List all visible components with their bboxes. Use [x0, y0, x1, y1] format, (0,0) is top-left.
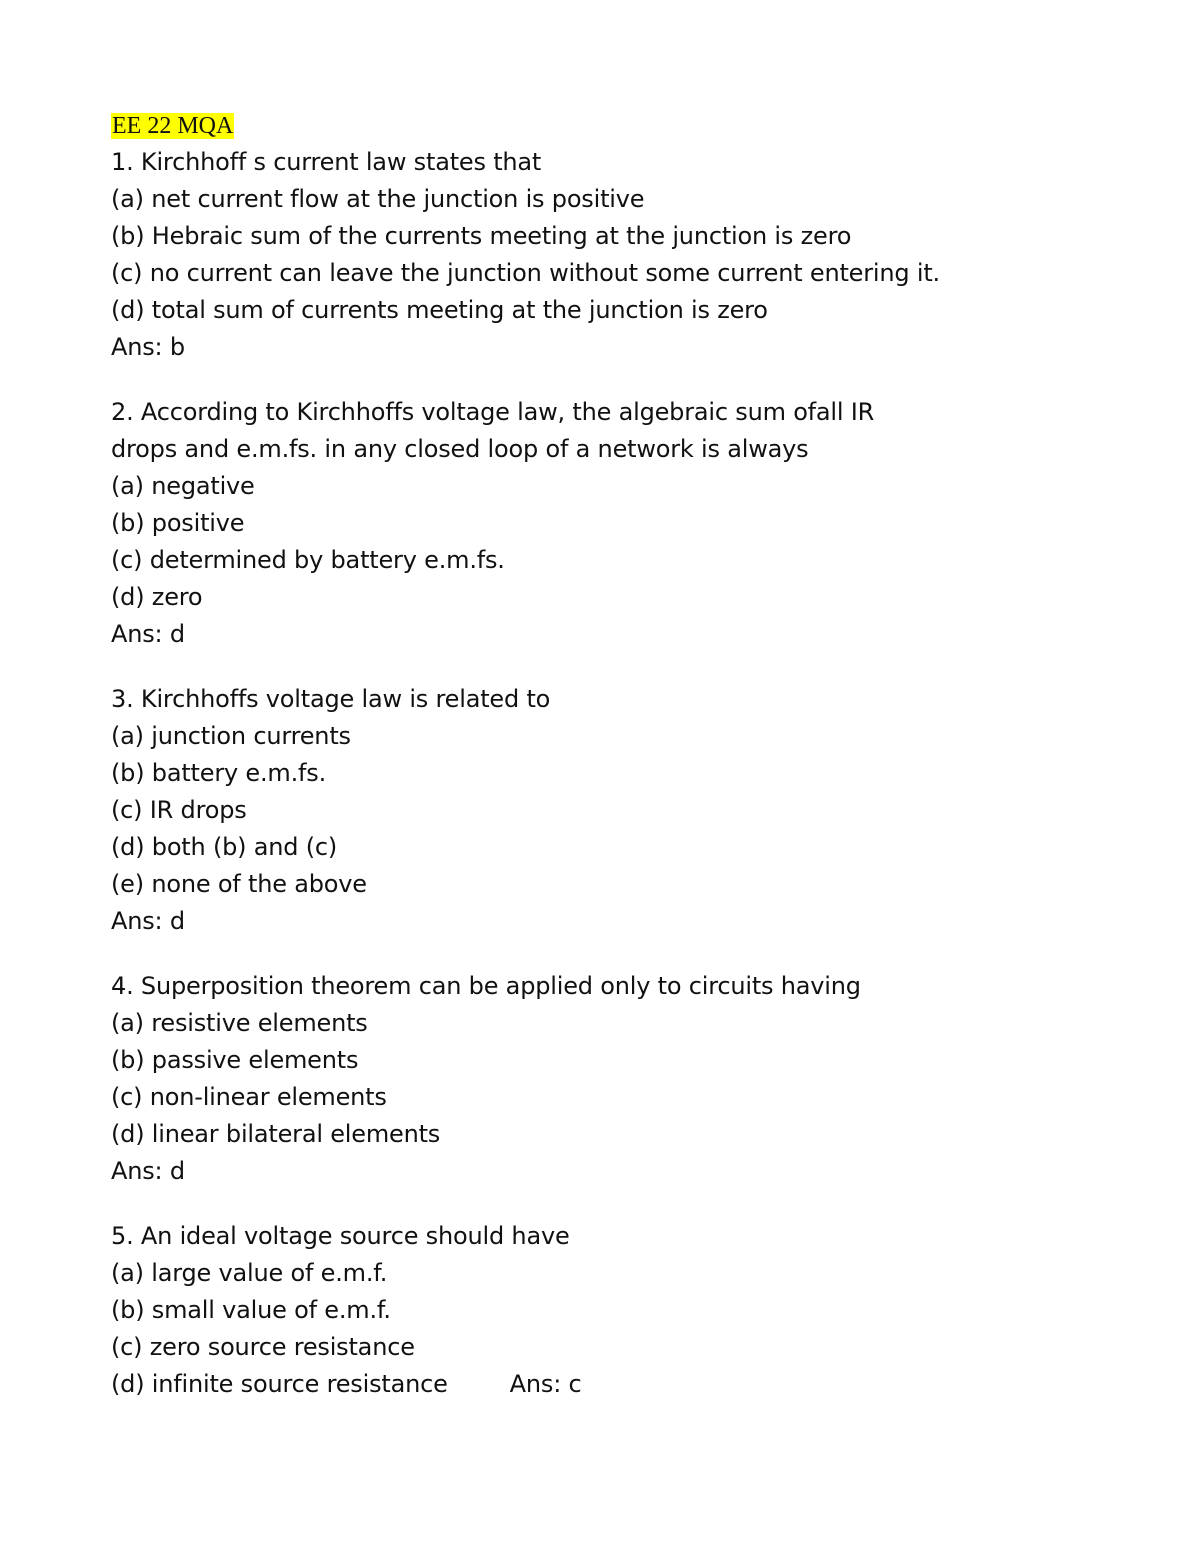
question-3 — [111, 681, 1071, 940]
option-d: (d) total sum of currents meeting at the junction is zero — [111, 296, 768, 324]
question-stem: 3. Kirchhoffs voltage law is related to — [111, 685, 551, 713]
question-stem-line-2: drops and e.m.fs. in any closed loop of a network is always — [111, 435, 809, 463]
answer: Ans: c — [509, 1370, 582, 1398]
option-b: (b) passive elements — [111, 1046, 359, 1074]
option-d: (d) linear bilateral elements — [111, 1120, 441, 1148]
option-c: (c) zero source resistance — [111, 1333, 415, 1361]
question-4 — [111, 968, 1071, 1190]
question-2 — [111, 394, 1071, 653]
spacer — [111, 366, 1071, 394]
answer: Ans: d — [111, 1157, 185, 1185]
answer: Ans: d — [111, 907, 185, 935]
option-d: (d) zero — [111, 583, 203, 611]
option-c: (c) non-linear elements — [111, 1083, 387, 1111]
highlighted-title-text: EE 22 MQA — [112, 113, 234, 139]
option-b: (b) Hebraic sum of the currents meeting at the junction is zero — [111, 222, 852, 250]
document-title — [111, 108, 1071, 144]
option-a: (a) net current flow at the junction is positive — [111, 185, 645, 213]
question-1 — [111, 144, 1071, 366]
question-stem: 1. Kirchhoff s current law states that — [111, 148, 542, 176]
option-a: (a) junction currents — [111, 722, 351, 750]
option-a: (a) resistive elements — [111, 1009, 368, 1037]
option-c: (c) IR drops — [111, 796, 247, 824]
answer: Ans: b — [111, 333, 185, 361]
option-d-with-answer — [111, 1366, 1071, 1403]
option-e: (e) none of the above — [111, 870, 367, 898]
question-stem: 4. Superposition theorem can be applied only to circuits having — [111, 972, 861, 1000]
question-5 — [111, 1218, 1071, 1403]
document-content — [111, 108, 1071, 1403]
option-b: (b) battery e.m.fs. — [111, 759, 327, 787]
question-stem: 5. An ideal voltage source should have — [111, 1222, 570, 1250]
answer: Ans: d — [111, 620, 185, 648]
option-c: (c) no current can leave the junction without some current entering it. — [111, 259, 940, 287]
option-a: (a) negative — [111, 472, 255, 500]
spacer — [111, 653, 1071, 681]
option-b: (b) small value of e.m.f. — [111, 1296, 391, 1324]
option-a: (a) large value of e.m.f. — [111, 1259, 388, 1287]
question-stem-line-1: 2. According to Kirchhoffs voltage law, the algebraic sum ofall IR — [111, 398, 875, 426]
option-d: (d) both (b) and (c) — [111, 833, 338, 861]
spacer — [111, 1190, 1071, 1218]
option-b: (b) positive — [111, 509, 245, 537]
option-d: (d) infinite source resistance — [111, 1370, 448, 1398]
option-c: (c) determined by battery e.m.fs. — [111, 546, 505, 574]
spacer — [111, 940, 1071, 968]
